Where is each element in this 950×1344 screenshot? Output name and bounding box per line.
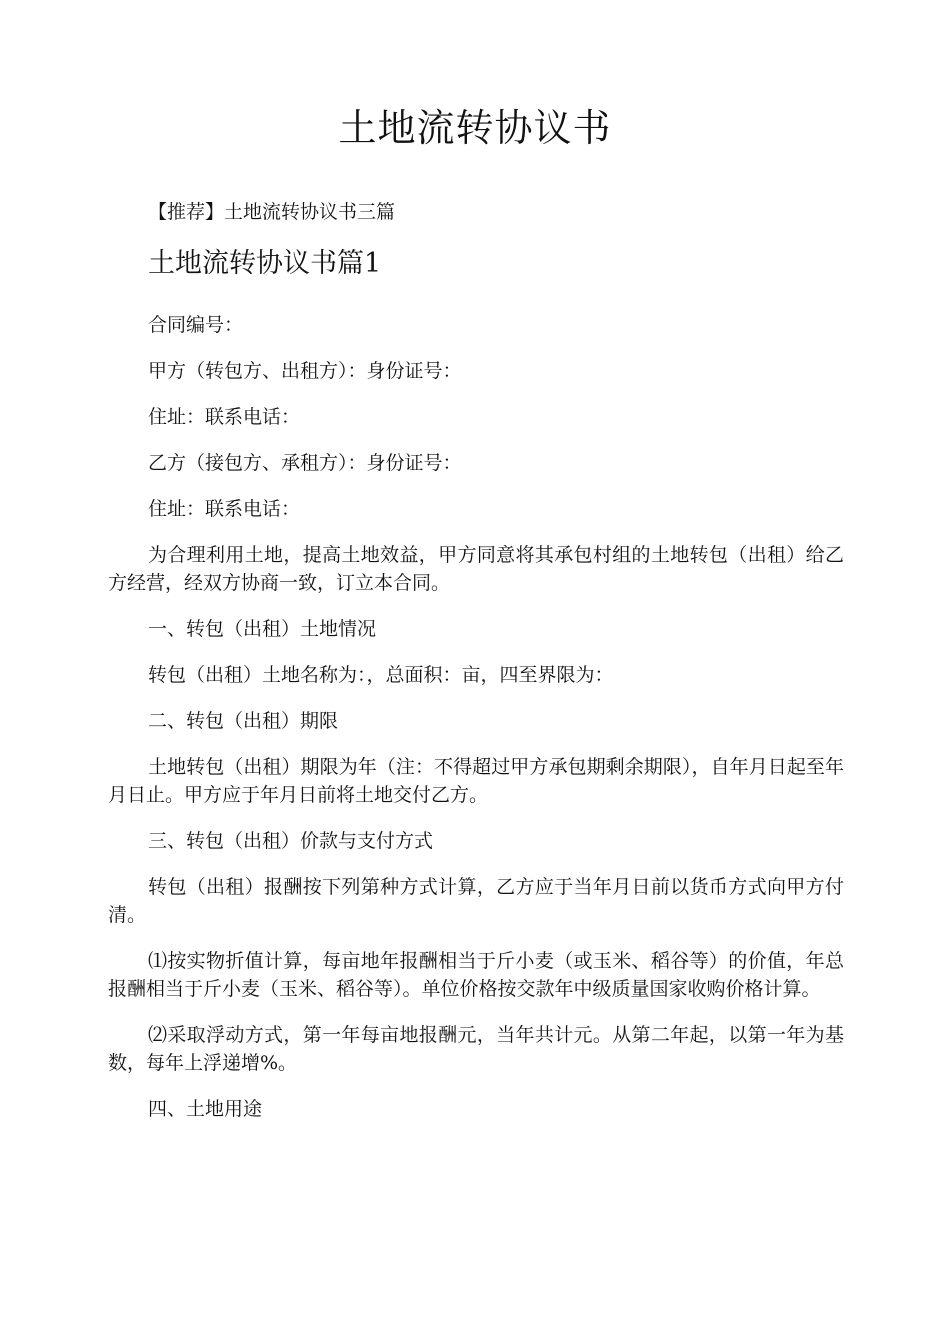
party-a-address-field: 住址：联系电话： [148,406,301,428]
clause-heading: 三、转包（出租）价款与支付方式 [148,830,434,852]
document-body [108,311,844,1141]
party-a-field: 甲方（转包方、出租方）：身份证号： [148,360,462,382]
document-title: 土地流转协议书 [338,106,612,150]
clause-paragraph: 转包（出租）报酬按下列第种方式计算，乙方应于当年月日前以货币方式向甲方付清。 [108,876,844,926]
party-b-field: 乙方（接包方、承租方）：身份证号： [148,452,462,474]
contract-number-field: 合同编号： [148,314,244,336]
section-title: 土地流转协议书篇1 [148,248,382,279]
clause-paragraph: ⑵采取浮动方式，第一年每亩地报酬元，当年共计元。从第二年起，以第一年为基数，每年上浮递增%。 [108,1024,844,1074]
preamble-paragraph: 为合理利用土地，提高土地效益，甲方同意将其承包村组的土地转包（出租）给乙方经营，经双方协商一致，订立本合同。 [108,544,844,594]
clause-heading: 二、转包（出租）期限 [148,710,339,732]
clause-heading: 四、土地用途 [148,1098,263,1120]
party-b-address-field: 住址：联系电话： [148,498,301,520]
clause-heading: 一、转包（出租）土地情况 [148,618,377,640]
document-subtitle: 【推荐】土地流转协议书三篇 [148,201,396,223]
clause-paragraph: 转包（出租）土地名称为：，总面积：亩，四至界限为： [148,664,614,686]
clause-paragraph: 土地转包（出租）期限为年（注：不得超过甲方承包期剩余期限），自年月日起至年月日止。甲方应于年月日前将土地交付乙方。 [108,756,844,806]
clause-paragraph: ⑴按实物折值计算，每亩地年报酬相当于斤小麦（或玉米、稻谷等）的价值，年总报酬相当于斤小麦（玉米、稻谷等）。单位价格按交款年中级质量国家收购价格计算。 [108,950,844,1000]
